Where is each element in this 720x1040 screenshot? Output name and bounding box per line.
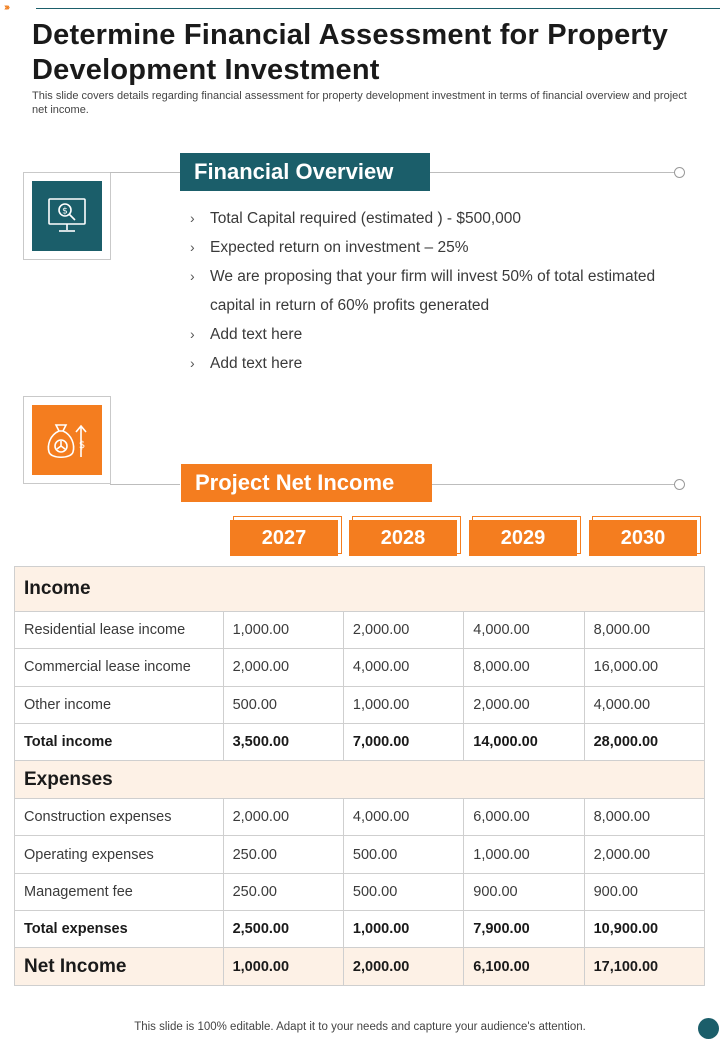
row-label: Commercial lease income	[15, 649, 224, 686]
table-cell: 2,000.00	[464, 686, 584, 723]
total-expenses-row	[15, 911, 705, 948]
net-income-table	[14, 566, 705, 986]
net-income-row	[15, 948, 705, 986]
year-label: 2030	[589, 520, 697, 556]
page-title: Determine Financial Assessment for Property Development Investment	[32, 19, 669, 86]
row-label: Total income	[15, 723, 224, 760]
row-label: Residential lease income	[15, 612, 224, 649]
table-cell: 10,900.00	[584, 911, 704, 948]
table-cell: 900.00	[584, 873, 704, 910]
table-cell: 2,000.00	[343, 948, 463, 986]
table-cell: 7,900.00	[464, 911, 584, 948]
financial-overview-rule-dot	[674, 167, 685, 178]
table-cell: 3,500.00	[223, 723, 343, 760]
svg-text:$: $	[78, 440, 86, 451]
table-cell: 14,000.00	[464, 723, 584, 760]
table-row	[15, 686, 705, 723]
table-cell: 2,000.00	[223, 799, 343, 836]
table-row	[15, 799, 705, 836]
table-row	[15, 612, 705, 649]
total-income-row	[15, 723, 705, 760]
bullet-item: › Total Capital required (estimated ) - $500,000	[190, 204, 690, 233]
row-label: Total expenses	[15, 911, 224, 948]
row-label: Construction expenses	[15, 799, 224, 836]
table-cell: 7,000.00	[343, 723, 463, 760]
table-cell: 1,000.00	[464, 836, 584, 873]
table-cell: 1,000.00	[343, 911, 463, 948]
table-row	[15, 873, 705, 910]
financial-overview-connector	[110, 172, 180, 173]
chevron-right-icon: ›	[190, 239, 195, 255]
financial-overview-bullets	[190, 204, 690, 378]
row-label: Operating expenses	[15, 836, 224, 873]
income-section-label: Income	[15, 567, 705, 612]
chevron-right-icon: ›	[190, 268, 195, 284]
year-tab-2030	[589, 516, 701, 558]
top-arrows-decoration: › › ›	[4, 2, 9, 13]
table-cell: 1,000.00	[223, 948, 343, 986]
svg-text:$: $	[62, 206, 68, 217]
table-cell: 900.00	[464, 873, 584, 910]
expenses-section-header	[15, 761, 705, 799]
table-row	[15, 649, 705, 686]
financial-overview-icon-box	[23, 172, 111, 260]
year-label: 2028	[349, 520, 457, 556]
table-cell: 1,000.00	[343, 686, 463, 723]
table-cell: 500.00	[343, 836, 463, 873]
year-label: 2029	[469, 520, 577, 556]
table-cell: 2,000.00	[223, 649, 343, 686]
bullet-item: › Add text here	[190, 349, 690, 378]
table-cell: 4,000.00	[343, 649, 463, 686]
table-cell: 250.00	[223, 836, 343, 873]
bullet-item: › We are proposing that your firm will invest 50% of total estimated capital in return of 60% profits generated	[190, 262, 690, 320]
footer-note: This slide is 100% editable. Adapt it to your needs and capture your audience's attention.	[134, 1021, 586, 1033]
table-cell: 2,000.00	[584, 836, 704, 873]
table-cell: 8,000.00	[584, 799, 704, 836]
table-cell: 500.00	[343, 873, 463, 910]
table-cell: 8,000.00	[464, 649, 584, 686]
chevron-right-icon: ›	[190, 326, 195, 342]
top-rule	[36, 8, 720, 9]
chevron-right-icon: ›	[190, 355, 195, 371]
table-cell: 500.00	[223, 686, 343, 723]
financial-overview-heading: Financial Overview	[180, 153, 430, 191]
bullet-item: › Add text here	[190, 320, 690, 349]
chevron-right-icon: ›	[190, 210, 195, 226]
table-row	[15, 836, 705, 873]
table-cell: 2,500.00	[223, 911, 343, 948]
row-label: Net Income	[15, 948, 224, 986]
year-label: 2027	[230, 520, 338, 556]
table-cell: 4,000.00	[464, 612, 584, 649]
income-section-header	[15, 567, 705, 612]
row-label: Other income	[15, 686, 224, 723]
project-net-income-rule-dot	[674, 479, 685, 490]
table-cell: 1,000.00	[223, 612, 343, 649]
table-cell: 4,000.00	[343, 799, 463, 836]
table-cell: 6,100.00	[464, 948, 584, 986]
table-cell: 28,000.00	[584, 723, 704, 760]
project-net-income-heading: Project Net Income	[181, 464, 432, 502]
year-tab-2029	[469, 516, 581, 558]
row-label: Management fee	[15, 873, 224, 910]
table-cell: 250.00	[223, 873, 343, 910]
project-net-income-icon-box	[23, 396, 111, 484]
table-cell: 16,000.00	[584, 649, 704, 686]
project-net-income-rule	[432, 484, 675, 485]
year-tab-2028	[349, 516, 461, 558]
financial-overview-rule	[430, 172, 675, 173]
table-cell: 8,000.00	[584, 612, 704, 649]
table-cell: 2,000.00	[343, 612, 463, 649]
monitor-dollar-search-icon	[32, 181, 102, 251]
table-cell: 4,000.00	[584, 686, 704, 723]
bullet-item: › Expected return on investment – 25%	[190, 233, 690, 262]
footer-dot-decoration	[698, 1018, 719, 1039]
expenses-section-label: Expenses	[15, 761, 705, 799]
money-bag-growth-icon	[32, 405, 102, 475]
table-cell: 17,100.00	[584, 948, 704, 986]
year-tab-2027	[230, 516, 342, 558]
page-subtitle: This slide covers details regarding financial assessment for property development investment in terms of financial overview and project net income.	[32, 90, 687, 116]
project-net-income-connector	[110, 484, 180, 485]
table-cell: 6,000.00	[464, 799, 584, 836]
